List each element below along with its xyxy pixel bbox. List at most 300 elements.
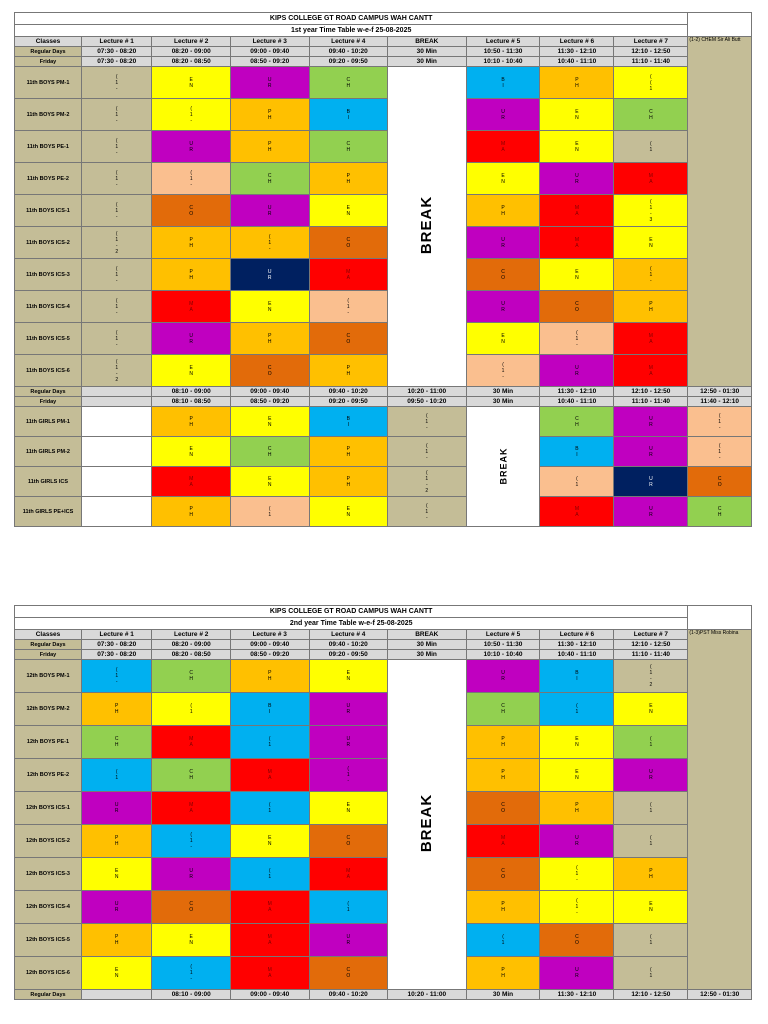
- lecture-cell: [309, 131, 388, 163]
- lecture-cell: [309, 825, 388, 858]
- class-row: [15, 726, 752, 759]
- lecture-text: (: [650, 934, 652, 940]
- lecture-text: U: [575, 967, 579, 973]
- empty-cell: [81, 497, 151, 527]
- lecture-cell: [309, 67, 388, 99]
- title-row: [15, 13, 752, 25]
- lecture-text: A: [575, 511, 579, 518]
- lecture-cell: [614, 759, 688, 792]
- class-row: [15, 825, 752, 858]
- lecture-text: 2: [649, 682, 653, 688]
- column-header: Lecture # 1: [81, 630, 151, 640]
- lecture-text: -: [115, 341, 118, 348]
- lecture-text: (: [650, 73, 652, 80]
- lecture-cell: [466, 195, 540, 227]
- lecture-text: 1: [115, 335, 119, 342]
- lecture-cell: [309, 323, 388, 355]
- lecture-text: H: [267, 178, 272, 185]
- class-row: [15, 259, 752, 291]
- time-slot: 07:30 - 08:20: [81, 57, 151, 67]
- lecture-cell: [466, 660, 540, 693]
- lecture-text: O: [346, 841, 351, 847]
- lecture-cell: [540, 259, 614, 291]
- lecture-text: P: [268, 108, 272, 115]
- lecture-cell: [152, 99, 231, 131]
- lecture-text: N: [649, 242, 653, 249]
- lecture-text: C: [649, 108, 653, 115]
- lecture-text: P: [189, 415, 193, 422]
- lecture-text: R: [114, 907, 119, 913]
- timetable-subtitle: 2nd year Time Table w-e-f 25-08-2025: [15, 618, 688, 630]
- lecture-cell: [466, 131, 540, 163]
- timing-label: Regular Days: [15, 990, 82, 1000]
- lecture-text: E: [268, 835, 272, 841]
- lecture-text: H: [649, 874, 653, 880]
- lecture-cell: [614, 99, 688, 131]
- lecture-text: (: [115, 230, 118, 237]
- lecture-text: (: [190, 703, 193, 709]
- lecture-text: M: [267, 934, 272, 940]
- class-row: [15, 891, 752, 924]
- time-slot: 11:30 - 12:10: [540, 640, 614, 650]
- lecture-cell: [152, 259, 231, 291]
- lecture-cell: [81, 227, 151, 259]
- lecture-text: (: [115, 667, 118, 673]
- lecture-text: N: [189, 940, 194, 946]
- lecture-cell: [614, 323, 688, 355]
- lecture-text: 1: [649, 742, 653, 748]
- lecture-cell: [230, 660, 309, 693]
- lecture-text: R: [649, 511, 653, 518]
- lecture-text: N: [346, 676, 351, 682]
- lecture-cell: [152, 660, 231, 693]
- lecture-text: C: [501, 802, 505, 808]
- lecture-text: A: [346, 874, 350, 880]
- class-label: 11th BOYS ICS-2: [15, 227, 82, 259]
- column-header: Lecture # 2: [152, 630, 231, 640]
- lecture-text: P: [501, 901, 505, 907]
- lecture-cell: [152, 759, 231, 792]
- lecture-cell: [81, 693, 151, 726]
- lecture-text: (: [268, 868, 271, 874]
- lecture-text: M: [267, 967, 272, 973]
- lecture-text: -: [425, 481, 428, 488]
- lecture-text: M: [574, 236, 580, 243]
- time-slot: 11:30 - 12:10: [540, 47, 614, 57]
- time-slot: 08:20 - 09:00: [152, 47, 231, 57]
- lecture-text: E: [189, 76, 193, 83]
- lecture-cell: [230, 497, 309, 527]
- lecture-text: (: [347, 901, 350, 907]
- lecture-text: N: [189, 82, 194, 89]
- lecture-text: (: [115, 169, 118, 176]
- lecture-cell: [152, 195, 231, 227]
- lecture-text: N: [267, 481, 272, 488]
- lecture-cell: [688, 497, 752, 527]
- lecture-text: H: [114, 940, 119, 946]
- lecture-text: 1: [649, 85, 653, 92]
- lecture-text: E: [189, 364, 193, 371]
- lecture-text: (: [576, 865, 578, 871]
- lecture-text: 2: [115, 376, 119, 383]
- time-slot: 09:20 - 09:50: [309, 397, 388, 407]
- lecture-cell: [81, 195, 151, 227]
- column-header: Classes: [15, 630, 82, 640]
- lecture-text: R: [267, 274, 272, 281]
- time-slot: 10:10 - 10:40: [466, 650, 540, 660]
- side-note: (1-2) CHEM Sir Ali Butt: [688, 37, 752, 387]
- lecture-text: H: [267, 451, 272, 458]
- time-slot: 07:30 - 08:20: [81, 640, 151, 650]
- lecture-text: M: [648, 364, 653, 371]
- lecture-cell: [152, 291, 231, 323]
- lecture-text: N: [575, 274, 579, 281]
- lecture-cell: [540, 323, 614, 355]
- lecture-cell: [309, 693, 388, 726]
- time-slot: 08:20 - 09:00: [152, 640, 231, 650]
- lecture-cell: [309, 163, 388, 195]
- lecture-text: C: [501, 268, 505, 275]
- class-row: [15, 99, 752, 131]
- lecture-text: N: [346, 808, 351, 814]
- lecture-cell: [81, 726, 151, 759]
- lecture-text: C: [346, 236, 351, 243]
- lecture-text: H: [346, 451, 351, 458]
- lecture-text: H: [189, 421, 194, 428]
- lecture-text: -: [115, 213, 118, 220]
- lecture-text: E: [189, 445, 193, 452]
- lecture-text: A: [575, 242, 579, 249]
- class-row: [15, 693, 752, 726]
- lecture-text: 1: [649, 271, 653, 278]
- lecture-text: E: [346, 802, 350, 808]
- time-slot: 12:10 - 12:50: [614, 990, 688, 1000]
- lecture-text: -: [425, 514, 428, 521]
- lecture-text: (: [576, 898, 578, 904]
- lecture-text: 1: [649, 841, 653, 847]
- lecture-text: 1: [575, 709, 579, 715]
- lecture-text: H: [189, 242, 194, 249]
- lecture-text: H: [189, 775, 194, 781]
- lecture-text: R: [649, 481, 653, 488]
- lecture-text: 1: [115, 364, 119, 371]
- lecture-cell: [81, 67, 151, 99]
- class-label: 12th BOYS ICS-3: [15, 858, 82, 891]
- lecture-text: C: [346, 332, 351, 339]
- lecture-cell: [230, 131, 309, 163]
- lecture-text: 1: [501, 367, 505, 374]
- lecture-text: (: [268, 736, 271, 742]
- class-label: 12th BOYS PE-1: [15, 726, 82, 759]
- time-slot: [81, 397, 151, 407]
- lecture-cell: [688, 407, 752, 437]
- lecture-cell: [309, 924, 388, 957]
- time-slot: 08:50 - 09:20: [230, 650, 309, 660]
- lecture-text: -: [115, 370, 118, 377]
- lecture-text: E: [649, 236, 653, 243]
- lecture-text: I: [502, 82, 504, 89]
- lecture-cell: [309, 660, 388, 693]
- class-row: [15, 67, 752, 99]
- lecture-text: P: [346, 445, 350, 452]
- lecture-cell: [614, 227, 688, 259]
- lecture-text: U: [189, 332, 194, 339]
- lecture-text: M: [574, 204, 580, 211]
- lecture-cell: [614, 67, 688, 99]
- lecture-text: 1: [649, 973, 653, 979]
- lecture-text: N: [267, 421, 272, 428]
- lecture-text: C: [501, 703, 505, 709]
- lecture-text: (: [115, 105, 118, 112]
- column-header: Lecture # 3: [230, 37, 309, 47]
- lecture-cell: [152, 355, 231, 387]
- lecture-cell: [81, 891, 151, 924]
- lecture-cell: [152, 825, 231, 858]
- lecture-cell: [81, 259, 151, 291]
- lecture-text: 2: [425, 487, 429, 494]
- lecture-text: (: [115, 358, 118, 365]
- column-header: Lecture # 4: [309, 37, 388, 47]
- lecture-text: R: [575, 178, 579, 185]
- lecture-text: H: [575, 82, 579, 89]
- lecture-text: 1: [115, 673, 119, 679]
- lecture-text: -: [268, 245, 271, 252]
- lecture-text: H: [267, 146, 272, 153]
- break-column: [388, 660, 467, 990]
- first-year-timetable: [14, 12, 752, 527]
- lecture-text: U: [501, 670, 505, 676]
- lecture-cell: [466, 323, 540, 355]
- lecture-cell: [614, 407, 688, 437]
- lecture-cell: [152, 497, 231, 527]
- column-header: Lecture # 4: [309, 630, 388, 640]
- girls-regular-timing-row: [15, 990, 752, 1000]
- lecture-text: N: [189, 370, 194, 377]
- title-row: [15, 606, 752, 618]
- lecture-text: P: [501, 204, 505, 211]
- empty-cell: [81, 407, 151, 437]
- lecture-cell: [230, 195, 309, 227]
- lecture-text: E: [649, 901, 653, 907]
- time-slot: 09:20 - 09:50: [309, 57, 388, 67]
- timing-label: Regular Days: [15, 47, 82, 57]
- time-slot: 08:20 - 08:50: [152, 57, 231, 67]
- lecture-text: 1: [575, 871, 579, 877]
- lecture-text: O: [501, 808, 505, 814]
- lecture-text: -: [425, 424, 428, 431]
- time-slot: 09:00 - 09:40: [230, 640, 309, 650]
- lecture-text: 1: [649, 146, 653, 153]
- lecture-text: (: [268, 802, 271, 808]
- lecture-text: B: [575, 445, 579, 452]
- lecture-text: E: [346, 204, 350, 211]
- time-slot: 08:10 - 08:50: [152, 397, 231, 407]
- regular-timing-row: [15, 47, 752, 57]
- lecture-text: -: [115, 181, 118, 188]
- time-slot: 10:50 - 11:30: [466, 47, 540, 57]
- time-slot: 09:20 - 09:50: [309, 650, 388, 660]
- lecture-text: M: [267, 901, 272, 907]
- lecture-text: P: [346, 475, 350, 482]
- time-slot: 11:40 - 12:10: [688, 397, 752, 407]
- lecture-text: P: [575, 76, 579, 83]
- subtitle-row: [15, 618, 752, 630]
- lecture-text: 1: [425, 508, 429, 515]
- lecture-text: B: [346, 108, 350, 115]
- lecture-text: H: [649, 306, 653, 313]
- lecture-text: (: [650, 265, 652, 272]
- lecture-cell: [309, 957, 388, 990]
- lecture-text: E: [268, 475, 272, 482]
- lecture-cell: [152, 693, 231, 726]
- lecture-text: M: [574, 505, 580, 512]
- lecture-cell: [540, 437, 614, 467]
- lecture-text: (: [502, 934, 504, 940]
- lecture-text: H: [501, 742, 505, 748]
- lecture-text: A: [649, 178, 653, 185]
- lecture-text: 1: [268, 239, 272, 246]
- lecture-text: O: [575, 306, 579, 313]
- timetable-title: KIPS COLLEGE GT ROAD CAMPUS WAH CANTT: [15, 606, 688, 618]
- time-slot: 11:10 - 11:40: [614, 397, 688, 407]
- lecture-text: B: [501, 76, 505, 83]
- lecture-text: A: [189, 481, 193, 488]
- lecture-cell: [152, 726, 231, 759]
- lecture-text: H: [346, 178, 351, 185]
- column-header: Lecture # 7: [614, 630, 688, 640]
- lecture-cell: [466, 259, 540, 291]
- time-slot: 12:10 - 12:50: [614, 387, 688, 397]
- lecture-text: C: [346, 76, 351, 83]
- lecture-text: -: [115, 309, 118, 316]
- header-row: [15, 630, 752, 640]
- lecture-text: -: [650, 210, 652, 217]
- lecture-text: 1: [268, 874, 272, 880]
- column-header: Lecture # 6: [540, 37, 614, 47]
- class-label: 12th BOYS ICS-4: [15, 891, 82, 924]
- lecture-text: M: [346, 268, 351, 275]
- lecture-cell: [81, 792, 151, 825]
- class-label: 11th BOYS PM-1: [15, 67, 82, 99]
- class-label: 11th GIRLS PM-2: [15, 437, 82, 467]
- time-slot: [81, 387, 151, 397]
- lecture-text: R: [189, 338, 194, 345]
- lecture-text: R: [649, 421, 653, 428]
- lecture-text: B: [575, 670, 579, 676]
- lecture-text: -: [115, 242, 118, 249]
- lecture-text: -: [650, 676, 652, 682]
- column-header: Lecture # 5: [466, 630, 540, 640]
- class-row: [15, 957, 752, 990]
- lecture-text: R: [346, 742, 351, 748]
- lecture-cell: [230, 693, 309, 726]
- lecture-cell: [466, 858, 540, 891]
- lecture-text: C: [717, 475, 722, 482]
- class-row: [15, 163, 752, 195]
- time-slot: 10:40 - 11:10: [540, 397, 614, 407]
- lecture-text: C: [575, 415, 579, 422]
- girls-regular-timing-row: [15, 387, 752, 397]
- lecture-text: P: [189, 268, 193, 275]
- lecture-cell: [540, 99, 614, 131]
- lecture-text: -: [576, 910, 578, 916]
- lecture-text: (: [650, 79, 652, 86]
- lecture-cell: [309, 407, 388, 437]
- lecture-text: 1: [425, 418, 429, 425]
- timing-label: Friday: [15, 397, 82, 407]
- lecture-cell: [466, 291, 540, 323]
- time-slot: 30 Min: [466, 387, 540, 397]
- lecture-cell: [540, 693, 614, 726]
- lecture-text: H: [501, 210, 505, 217]
- time-slot: 30 Min: [388, 640, 467, 650]
- lecture-text: H: [114, 841, 119, 847]
- time-slot: 12:10 - 12:50: [614, 47, 688, 57]
- lecture-text: A: [501, 841, 505, 847]
- lecture-text: P: [346, 364, 350, 371]
- class-label: 12th BOYS ICS-2: [15, 825, 82, 858]
- lecture-text: R: [501, 306, 505, 313]
- girls-class-row: [15, 437, 752, 467]
- lecture-text: (: [650, 802, 652, 808]
- class-row: [15, 195, 752, 227]
- subtitle-row: [15, 25, 752, 37]
- lecture-text: N: [575, 146, 579, 153]
- lecture-cell: [230, 67, 309, 99]
- lecture-cell: [388, 497, 467, 527]
- lecture-text: P: [501, 736, 505, 742]
- lecture-text: -: [425, 454, 428, 461]
- lecture-cell: [614, 924, 688, 957]
- lecture-cell: [230, 792, 309, 825]
- lecture-cell: [81, 759, 151, 792]
- time-slot: 09:40 - 10:20: [309, 990, 388, 1000]
- friday-timing-row: [15, 650, 752, 660]
- column-header: BREAK: [388, 630, 467, 640]
- lecture-text: 1: [268, 808, 272, 814]
- time-slot: 07:30 - 08:20: [81, 47, 151, 57]
- lecture-text: U: [575, 835, 579, 841]
- lecture-cell: [230, 891, 309, 924]
- lecture-text: C: [575, 934, 579, 940]
- lecture-text: H: [575, 808, 579, 814]
- lecture-text: O: [501, 874, 505, 880]
- lecture-cell: [540, 792, 614, 825]
- lecture-text: 1: [189, 970, 193, 976]
- class-label: 11th BOYS ICS-5: [15, 323, 82, 355]
- lecture-text: U: [501, 236, 505, 243]
- lecture-cell: [152, 67, 231, 99]
- lecture-text: R: [575, 370, 579, 377]
- class-label: 11th GIRLS PM-1: [15, 407, 82, 437]
- class-label: 12th BOYS ICS-6: [15, 957, 82, 990]
- class-label: 11th BOYS ICS-4: [15, 291, 82, 323]
- time-slot: 30 Min: [466, 397, 540, 407]
- lecture-text: P: [501, 769, 505, 775]
- time-slot: 10:50 - 11:30: [466, 640, 540, 650]
- lecture-cell: [309, 726, 388, 759]
- lecture-text: P: [189, 236, 193, 243]
- lecture-text: R: [649, 451, 653, 458]
- lecture-text: 1: [115, 775, 119, 781]
- lecture-text: (: [347, 766, 350, 772]
- lecture-text: 1: [649, 940, 653, 946]
- lecture-cell: [152, 891, 231, 924]
- lecture-cell: [688, 467, 752, 497]
- lecture-cell: [230, 323, 309, 355]
- lecture-cell: [309, 792, 388, 825]
- empty-cell: [81, 467, 151, 497]
